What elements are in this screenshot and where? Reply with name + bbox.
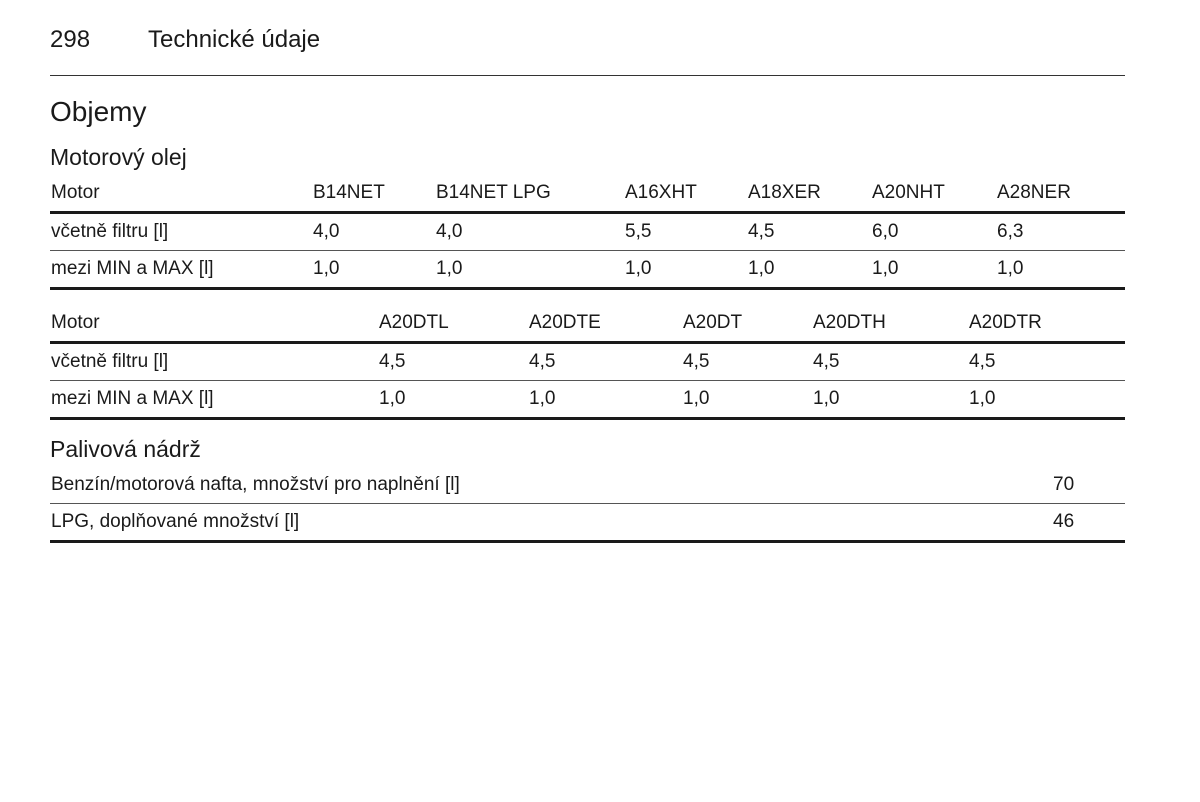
column-header: A20DTL <box>378 305 528 343</box>
table-header-row <box>50 175 1125 213</box>
table-cell: 4,5 <box>747 213 871 251</box>
table-cell: 46 <box>1052 504 1125 542</box>
table-cell: 4,5 <box>812 343 968 381</box>
table-cell: 1,0 <box>435 251 624 289</box>
column-header: B14NET <box>312 175 435 213</box>
column-header: A20DTH <box>812 305 968 343</box>
column-header: A28NER <box>996 175 1125 213</box>
table-cell: mezi MIN a MAX [l] <box>50 251 312 289</box>
table-cell: 1,0 <box>624 251 747 289</box>
column-header: A20DT <box>682 305 812 343</box>
table-cell: 1,0 <box>996 251 1125 289</box>
table-cell: 1,0 <box>528 381 682 419</box>
column-header: Motor <box>50 305 378 343</box>
table-cell: 4,0 <box>312 213 435 251</box>
table-cell: 1,0 <box>871 251 996 289</box>
page-header <box>50 26 1125 76</box>
table-cell: 4,0 <box>435 213 624 251</box>
table-row <box>50 251 1125 289</box>
table-cell: 1,0 <box>747 251 871 289</box>
table-cell: Benzín/motorová nafta, množství pro naplnění [l] <box>50 467 1052 504</box>
chapter-title: Technické údaje <box>148 26 321 53</box>
table-cell: 70 <box>1052 467 1125 504</box>
section-title: Objemy <box>50 96 147 127</box>
column-header: B14NET LPG <box>435 175 624 213</box>
column-header: Motor <box>50 175 312 213</box>
table-cell: 1,0 <box>682 381 812 419</box>
table-cell: 6,3 <box>996 213 1125 251</box>
engine-oil-table-2 <box>50 305 1125 420</box>
column-header: A20NHT <box>871 175 996 213</box>
table-cell: 1,0 <box>312 251 435 289</box>
table-cell: 1,0 <box>968 381 1125 419</box>
table-cell: včetně filtru [l] <box>50 213 312 251</box>
table-row <box>50 504 1125 542</box>
table-cell: 1,0 <box>812 381 968 419</box>
table-cell: včetně filtru [l] <box>50 343 378 381</box>
fuel-tank-table <box>50 467 1125 543</box>
table-cell: 4,5 <box>968 343 1125 381</box>
table-cell: 4,5 <box>378 343 528 381</box>
table-cell: 4,5 <box>528 343 682 381</box>
column-header: A20DTR <box>968 305 1125 343</box>
table-cell: 1,0 <box>378 381 528 419</box>
engine-oil-table-1 <box>50 175 1125 290</box>
table-header-row <box>50 305 1125 343</box>
page-number: 298 <box>50 26 91 53</box>
table-cell: 4,5 <box>682 343 812 381</box>
table-row <box>50 381 1125 419</box>
table-row <box>50 467 1125 504</box>
table-cell: mezi MIN a MAX [l] <box>50 381 378 419</box>
column-header: A18XER <box>747 175 871 213</box>
column-header: A16XHT <box>624 175 747 213</box>
table-cell: 5,5 <box>624 213 747 251</box>
table-row <box>50 213 1125 251</box>
engine-oil-heading: Motorový olej <box>50 144 187 170</box>
fuel-tank-heading: Palivová nádrž <box>50 436 201 462</box>
table-cell: LPG, doplňované množství [l] <box>50 504 1052 542</box>
table-cell: 6,0 <box>871 213 996 251</box>
table-row <box>50 343 1125 381</box>
column-header: A20DTE <box>528 305 682 343</box>
